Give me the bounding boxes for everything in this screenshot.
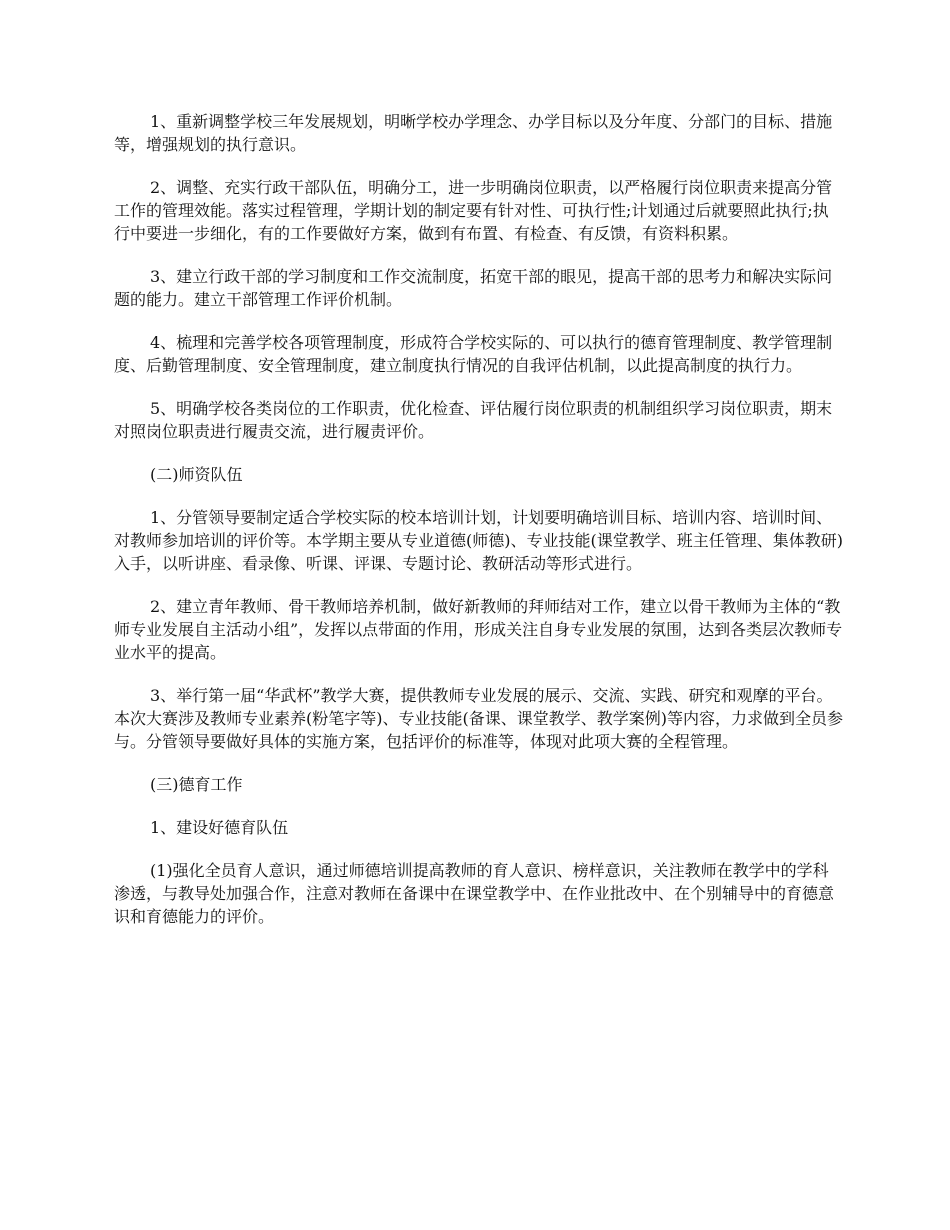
section-heading-teachers: (二)师资队伍: [150, 465, 243, 484]
paragraph-admin-1: 1、重新调整学校三年发展规划，明晰学校办学理念、办学目标以及分年度、分部门的目标、措施等，增强规划的执行意识。: [114, 112, 833, 154]
document-body: [114, 110, 844, 948]
paragraph-admin-5: 5、明确学校各类岗位的工作职责，优化检查、评估履行岗位职责的机制组织学习岗位职责，期末对照岗位职责进行履责交流，进行履责评价。: [114, 399, 833, 441]
paragraph-admin-2: 2、调整、充实行政干部队伍，明确分工，进一步明确岗位职责，以严格履行岗位职责来提高分管工作的管理效能。落实过程管理，学期计划的制定要有针对性、可执行性;计划通过后就要照此执行;执行中要进一步细化，有的工作要做好方案，做到有布置、有检查、有反馈，有资料积累。: [114, 178, 833, 243]
paragraph-teachers-2: 2、建立青年教师、骨干教师培养机制，做好新教师的拜师结对工作，建立以骨干教师为主体的“教师专业发展自主活动小组”，发挥以点带面的作用，形成关注自身专业发展的氛围，达到各类层次教师专业水平的提高。: [114, 597, 843, 662]
section-heading-moral-education: (三)德育工作: [150, 775, 243, 794]
paragraph-admin-4: 4、梳理和完善学校各项管理制度，形成符合学校实际的、可以执行的德育管理制度、教学管理制度、后勤管理制度、安全管理制度，建立制度执行情况的自我评估机制，以此提高制度的执行力。: [114, 333, 833, 375]
subsection-heading-moral-team: 1、建设好德育队伍: [150, 818, 289, 837]
paragraph-admin-3: 3、建立行政干部的学习制度和工作交流制度，拓宽干部的眼见，提高干部的思考力和解决实际问题的能力。建立干部管理工作评价机制。: [114, 267, 833, 309]
paragraph-moral-1: (1)强化全员育人意识，通过师德培训提高教师的育人意识、榜样意识，关注教师在教学中的学科渗透，与教导处加强合作，注意对教师在备课中在课堂教学中、在作业批改中、在个别辅导中的育德意识和育德能力的评价。: [114, 861, 835, 926]
paragraph-teachers-3: 3、举行第一届“华武杯”教学大赛，提供教师专业发展的展示、交流、实践、研究和观摩的平台。本次大赛涉及教师专业素养(粉笔字等)、专业技能(备课、课堂教学、教学案例)等内容，力求做到全员参与。分管领导要做好具体的实施方案，包括评价的标准等，体现对此项大赛的全程管理。: [114, 686, 843, 751]
paragraph-teachers-1: 1、分管领导要制定适合学校实际的校本培训计划，计划要明确培训目标、培训内容、培训时间、对教师参加培训的评价等。本学期主要从专业道德(师德)、专业技能(课堂教学、班主任管理、集体教研)入手，以听讲座、看录像、听课、评课、专题讨论、教研活动等形式进行。: [114, 508, 843, 573]
